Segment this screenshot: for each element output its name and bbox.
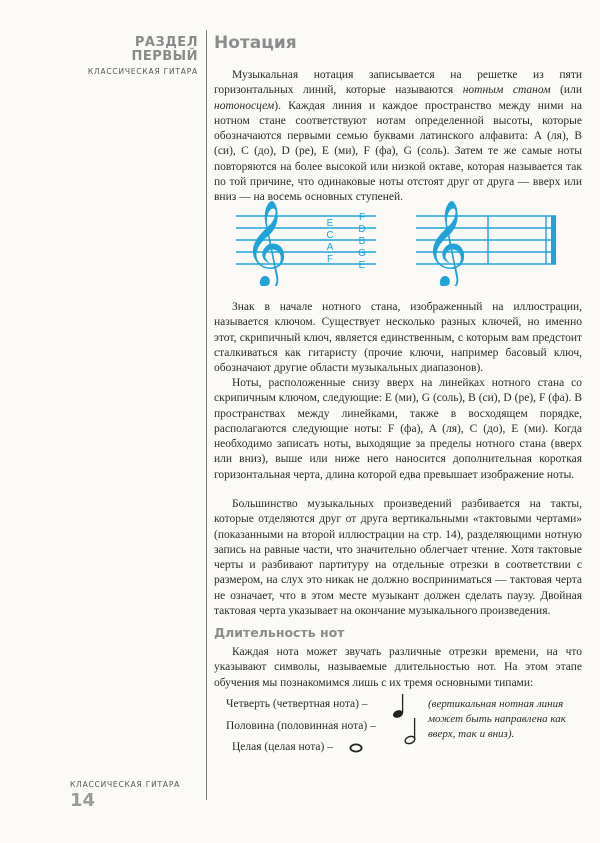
half-note-row — [226, 720, 376, 732]
quarter-note-label: Четверть (четвертная нота) – — [226, 698, 368, 710]
whole-note-label: Целая (целая нота) – — [232, 741, 333, 753]
paragraph-1-text-c: ). Каждая линия и каждое пространство между ними на нотном стане соответствуют нотам определенной высоты, которые обозначаются первыми семью буквами латинского алфавита: A (ля), B (си), C (до), D (ре), E (ми), F (фа), G (соль). Затем те же самые ноты повторяются на более высокой или низкой октаве, которая называется так по той причине, что одинаковые ноты отстоят друг от друга — вверх или вниз — на восемь основных ступеней. — [214, 99, 582, 204]
line-letter: B — [358, 236, 366, 247]
half-note-label: Половина (половинная нота) – — [226, 720, 376, 732]
paragraph-2-text: Знак в начале нотного стана, изображенный на иллюстрации, называется ключом. Существует несколько разных ключей, но именно этот, скрипичный ключ, является единственным, с которым вам предстоит сталкиваться как гитаристу (прочие ключи, например басовый ключ, обозначают другие области музыкальных диапазонов). — [214, 301, 582, 375]
section-subtitle: КЛАССИЧЕСКАЯ ГИТАРА — [87, 67, 198, 76]
staff-with-bar-lines — [416, 200, 556, 286]
footer-label: КЛАССИЧЕСКАЯ ГИТАРА — [70, 780, 181, 789]
section-header — [70, 36, 198, 76]
term-staff: нотным станом — [462, 84, 551, 97]
paragraph-4-text: Большинство музыкальных произведений разбивается на такты, которые отделяются друг от друга вертикальными «тактовыми чертами» (показанными на второй иллюстрации на стр. 14), разделяющими нотную запись на равные части, что значительно облегчает чтение. Хотя тактовые черты и разбивают партитуру на отдельные отрезки в соответствии с размером, на слух это никак не должно восприниматься — тактовая черта не означает, что в этом месте музыкант должен сделать паузу. Двойная тактовая черта указывает на окончание музыкального произведения. — [214, 498, 582, 618]
section-title: РАЗДЕЛ ПЕРВЫЙ — [131, 35, 198, 64]
paragraph-1 — [214, 68, 582, 206]
line-letter: G — [358, 248, 366, 259]
stem-direction-note: (вертикальная нотная линия может быть направлена как вверх, так и вниз). — [428, 698, 566, 740]
space-letter: E — [326, 218, 334, 229]
page-title: Нотация — [214, 33, 297, 53]
line-letter: F — [358, 212, 366, 223]
term-stave: нотоносцем — [214, 99, 275, 112]
space-letter: C — [326, 230, 334, 241]
quarter-note-row — [226, 698, 368, 710]
whole-note-row — [232, 741, 333, 753]
treble-staff-illustrations — [226, 196, 566, 286]
vertical-divider — [206, 30, 207, 800]
paragraph-1-text-b: (или — [550, 84, 582, 97]
paragraph-3-text: Ноты, расположенные снизу вверх на линейках нотного стана со скрипичным ключом, следующие: E (ми), G (соль), B (си), D (ре), F (фа). В пространствах между линейками, также в восходящем порядке, располагаются следующие ноты: F (фа), A (ля), C (до), E (ми). Когда необходимо записать ноты, выходящие за пределы нотного стана (вверх или вниз), выше или ниже него наносится дополнительная короткая горизонтальная черта, длина которой едва превышает изображение ноты. — [214, 377, 582, 481]
paragraph-1-text-a: Музыкальная нотация записывается на решетке из пяти горизонтальных линий, которые называются — [214, 69, 582, 97]
treble-clef-icon: 𝄞 — [424, 200, 468, 286]
paragraph-4 — [214, 497, 582, 619]
duration-intro-text: Каждая нота может звучать различные отрезки времени, на что указывают символы, называемые длительностью нот. На этом этапе обучения мы познакомимся лишь с их тремя основными типами: — [214, 646, 582, 689]
line-letter: D — [358, 224, 366, 235]
page-number: 14 — [70, 790, 96, 811]
paragraph-3 — [214, 376, 582, 483]
space-letter: F — [326, 254, 334, 265]
line-letter: E — [358, 260, 366, 271]
staff-with-note-letters — [236, 200, 376, 286]
space-letter: A — [326, 242, 334, 253]
treble-clef-icon: 𝄞 — [244, 200, 288, 286]
whole-note-icon — [349, 743, 363, 753]
duration-intro — [214, 645, 582, 691]
duration-heading: Длительность нот — [214, 625, 345, 640]
half-note-icon — [404, 716, 420, 746]
paragraph-2 — [214, 300, 582, 376]
double-bar-line-thick — [551, 216, 556, 264]
